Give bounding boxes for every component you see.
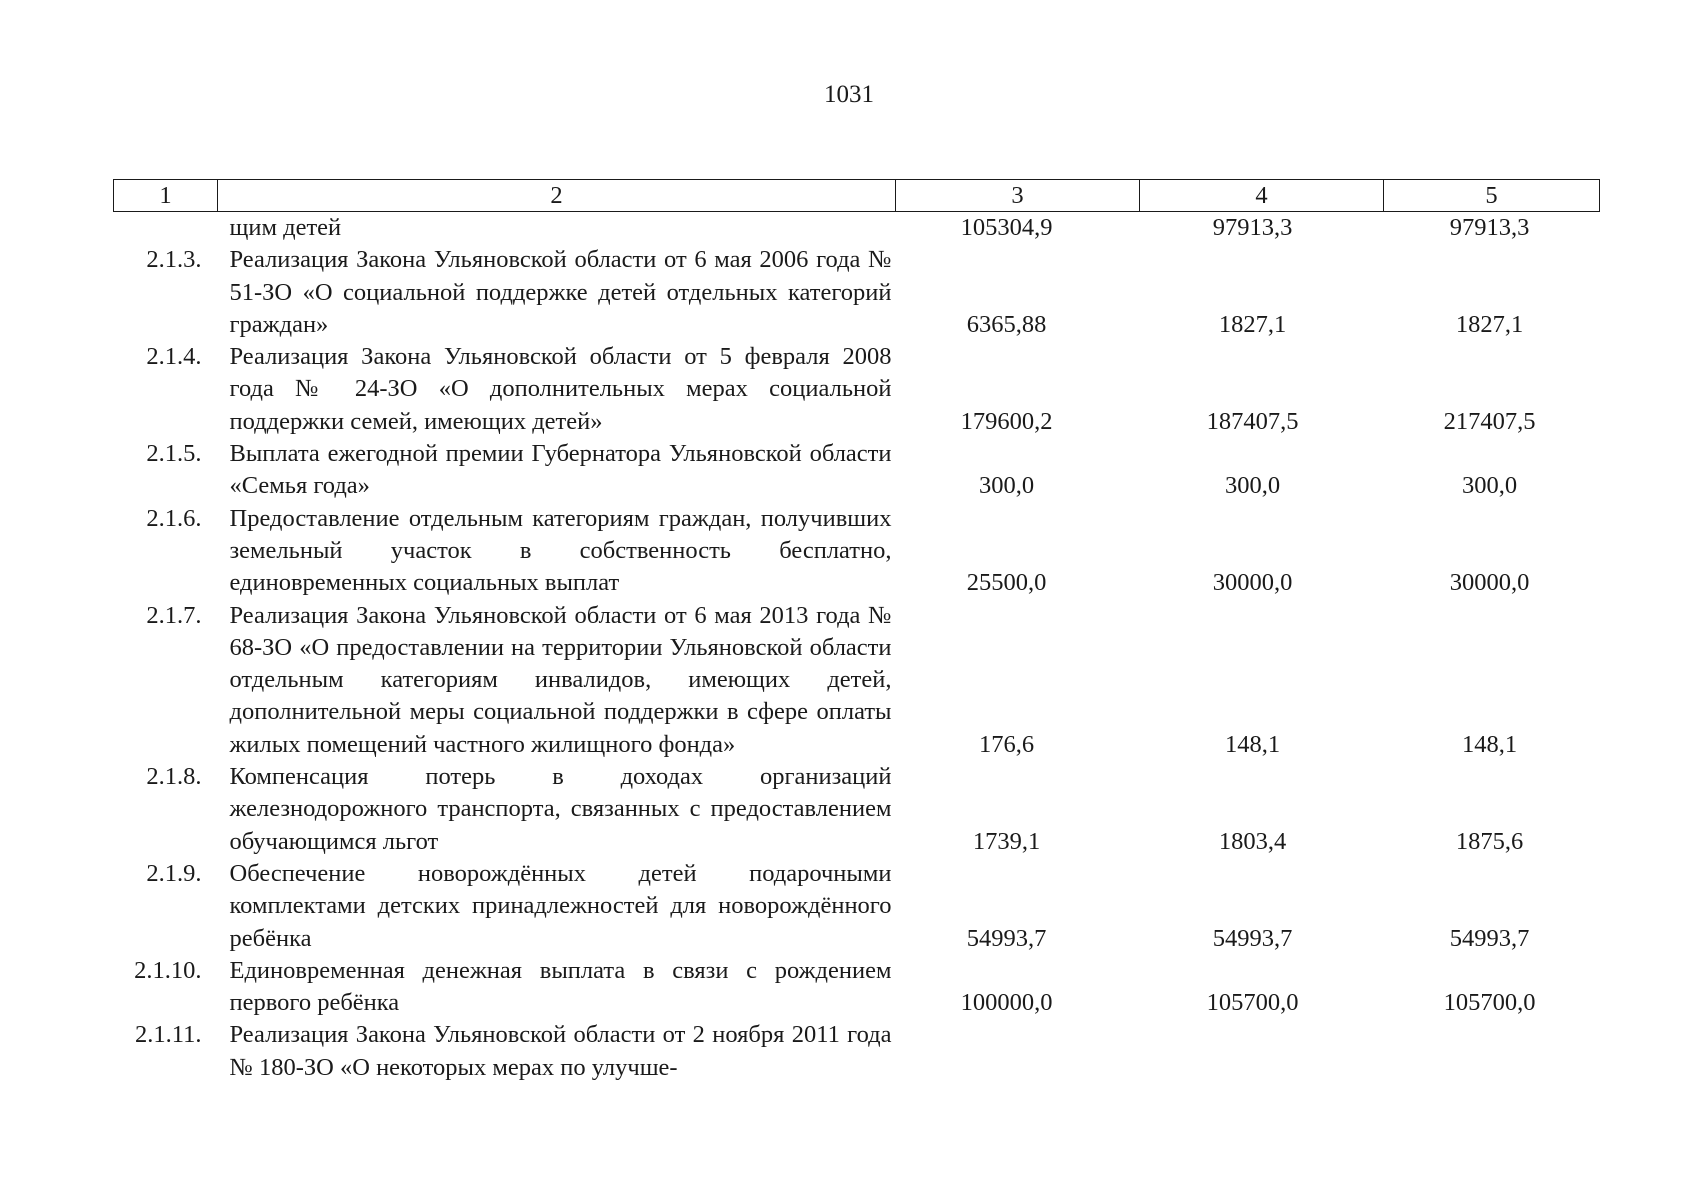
row-number: 2.1.4. <box>146 343 202 371</box>
row-value-col3: 179600,2 <box>960 407 1053 435</box>
row-value-col4: 54993,7 <box>1212 924 1293 952</box>
table-row <box>114 503 1600 600</box>
row-value-col5: 148,1 <box>1461 730 1518 758</box>
table-row <box>114 341 1600 438</box>
row-description: Реализация Закона Ульяновской области от 6 мая 2013 года № 68-ЗО «О предоставлении на территории Ульяновской области отдельным категориям инвалидов, имеющих детей, дополнительной меры социальной поддержки в сфере оплаты жилых помещений частного жилищного фонда» <box>229 601 892 758</box>
row-description: Обеспечение новорождённых детей подарочными комплектами детских принадлежностей для новорождённого ребёнка <box>229 859 892 952</box>
row-value-col3: 25500,0 <box>966 569 1047 597</box>
table-row <box>114 438 1600 503</box>
row-value-col4: 1803,4 <box>1218 827 1287 855</box>
row-description: Реализация Закона Ульяновской области от 6 мая 2006 года № 51-ЗО «О социальной поддержке детей отдельных категорий граждан» <box>229 246 892 338</box>
column-header-5: 5 <box>1384 180 1600 212</box>
row-description: Выплата ежегодной премии Губернатора Ульяновской области «Семья года» <box>229 440 892 500</box>
page-number: 1031 <box>824 81 874 108</box>
row-number <box>114 212 218 245</box>
row-value-col5: 1875,6 <box>1455 827 1524 855</box>
row-value-col3: 176,6 <box>978 730 1035 758</box>
budget-table <box>113 179 1600 1084</box>
row-value-col4: 148,1 <box>1224 730 1281 758</box>
row-value-col3: 100000,0 <box>960 989 1053 1017</box>
row-value-col3: 300,0 <box>978 472 1035 500</box>
row-value-col4: 30000,0 <box>1212 569 1293 597</box>
row-value-col4: 1827,1 <box>1218 310 1287 338</box>
column-header-2: 2 <box>218 180 896 212</box>
table-row <box>114 1019 1600 1084</box>
row-value-col5: 105700,0 <box>1443 989 1536 1017</box>
row-value-col5: 97913,3 <box>1449 214 1530 241</box>
table-row <box>114 761 1600 858</box>
table-row <box>114 212 1600 245</box>
table-row <box>114 858 1600 955</box>
table-header-row <box>114 180 1600 212</box>
row-number: 2.1.5. <box>146 440 202 468</box>
row-description: Реализация Закона Ульяновской области от 5 февраля 2008 года № 24-ЗО «О дополнительных мерах социальной поддержки семей, имеющих детей» <box>229 343 892 435</box>
row-value-col4: 187407,5 <box>1206 407 1299 435</box>
column-header-3: 3 <box>896 180 1140 212</box>
row-value-col4: 97913,3 <box>1212 214 1293 241</box>
row-number: 2.1.8. <box>146 763 202 791</box>
row-value-col4 <box>1140 1019 1384 1084</box>
table-row <box>114 600 1600 761</box>
row-number: 2.1.7. <box>146 601 202 629</box>
row-number: 2.1.3. <box>146 246 202 274</box>
row-value-col4: 300,0 <box>1224 472 1281 500</box>
column-header-1: 1 <box>114 180 218 212</box>
row-description: Реализация Закона Ульяновской области от 2 ноября 2011 года № 180-ЗО «О некоторых мерах по улучше- <box>229 1021 892 1081</box>
table-row <box>114 955 1600 1020</box>
row-value-col3 <box>896 1019 1140 1084</box>
row-value-col3: 1739,1 <box>972 827 1041 855</box>
row-value-col5: 217407,5 <box>1443 407 1536 435</box>
row-number: 2.1.11. <box>135 1021 202 1049</box>
row-value-col3: 105304,9 <box>960 214 1053 241</box>
row-value-col4: 105700,0 <box>1206 989 1299 1017</box>
row-number: 2.1.10. <box>134 956 202 984</box>
row-value-col5: 1827,1 <box>1455 310 1524 338</box>
row-description: Предоставление отдельным категориям граждан, получивших земельный участок в собственность бесплатно, единовременных социальных выплат <box>229 504 892 597</box>
row-number: 2.1.6. <box>146 504 202 532</box>
row-value-col5: 54993,7 <box>1449 924 1530 952</box>
row-description: щим детей <box>229 214 342 241</box>
row-value-col3: 6365,88 <box>966 310 1047 338</box>
table-row <box>114 244 1600 341</box>
column-header-4: 4 <box>1140 180 1384 212</box>
row-value-col5 <box>1384 1019 1600 1084</box>
row-description: Компенсация потерь в доходах организаций железнодорожного транспорта, связанных с предоставлением обучающимся льгот <box>229 763 892 855</box>
row-value-col5: 30000,0 <box>1449 569 1530 597</box>
row-number: 2.1.9. <box>146 859 202 887</box>
table-body <box>114 212 1600 1085</box>
row-value-col5: 300,0 <box>1461 472 1518 500</box>
row-description: Единовременная денежная выплата в связи с рождением первого ребёнка <box>229 956 892 1017</box>
row-value-col3: 54993,7 <box>966 924 1047 952</box>
